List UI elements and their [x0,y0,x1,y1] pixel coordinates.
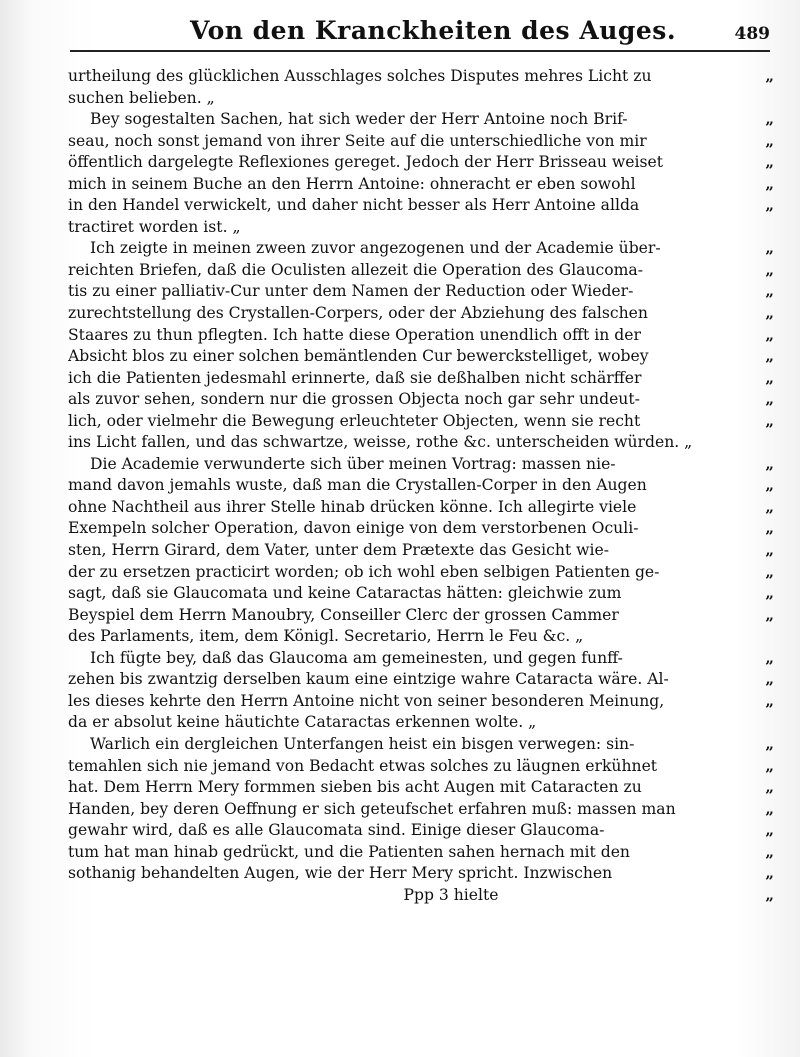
line-text: sothanig behandelten Augen, wie der Herr Mery spricht. Inzwischen [68,864,613,883]
line-text: ich die Patienten jedesmahl erinnerte, daß sie deßhalben nicht schärffer [68,368,642,387]
quote-mark: „ [765,476,774,495]
signature-line [68,885,774,907]
quote-mark: „ [765,541,774,560]
line-text: in den Handel verwickelt, und daher nicht besser als Herr Antoine allda [68,196,640,215]
text-line [68,562,774,584]
text-line [68,368,774,390]
line-text: zehen bis zwantzig derselben kaum eine eintzige wahre Cataracta wäre. Al- [68,670,669,689]
quote-mark: „ [765,756,774,775]
quote-mark: „ [765,842,774,861]
text-line [68,217,774,239]
line-text: sten, Herrn Girard, dem Vater, unter dem Prætexte das Gesicht wie- [68,541,609,560]
text-line [68,626,774,648]
quote-mark: „ [765,260,774,279]
quote-mark: „ [765,390,774,409]
text-line [68,842,774,864]
quote-mark: „ [765,497,774,516]
text-line [68,303,774,325]
text-line [68,518,774,540]
text-line [68,174,774,196]
text-line [68,583,774,605]
text-line [68,648,774,670]
text-line [68,799,774,821]
quote-mark: „ [765,670,774,689]
text-line [68,863,774,885]
line-text: Staares zu thun pflegten. Ich hatte diese Operation unendlich offt in der [68,325,641,344]
quote-mark: „ [765,584,774,603]
quote-mark: „ [765,131,774,150]
quote-mark: „ [765,885,774,904]
line-text: Ich fügte bey, daß das Glaucoma am gemeinesten, und gegen funff- [90,648,623,667]
quote-mark: „ [765,282,774,301]
text-line [68,66,774,88]
quote-mark: „ [765,325,774,344]
text-line [68,712,774,734]
line-text: Warlich ein dergleichen Unterfangen heist ein bisgen verwegen: sin- [90,734,635,753]
quote-mark: „ [765,691,774,710]
quote-mark: „ [765,605,774,624]
quote-mark: „ [765,411,774,430]
text-line [68,605,774,627]
quote-mark: „ [765,778,774,797]
line-text: öffentlich dargelegte Reflexiones gereget. Jedoch der Herr Brisseau weiset [68,153,663,172]
line-text: les dieses kehrte den Herrn Antoine nicht von seiner besonderen Meinung, [68,691,665,710]
quote-mark: „ [765,734,774,753]
line-text: tractiret worden ist. „ [68,217,241,236]
text-line [68,669,774,691]
text-line [68,691,774,713]
line-text: mich in seinem Buche an den Herrn Antoine: ohneracht er eben sowohl [68,174,636,193]
quote-mark: „ [765,174,774,193]
quote-mark: „ [765,239,774,258]
text-line [68,260,774,282]
line-text: temahlen sich nie jemand von Bedacht etwas solches zu läugnen erkühnet [68,756,658,775]
text-line [68,540,774,562]
line-text: zurechtstellung des Crystallen-Corpers, oder der Abziehung des falschen [68,304,648,323]
text-line [68,734,774,756]
quote-mark: „ [765,196,774,215]
text-line [68,109,774,131]
line-text: mand davon jemahls wuste, daß man die Crystallen-Corper in den Augen [68,476,647,495]
text-line [68,432,774,454]
line-text: sagt, daß sie Glaucomata und keine Cataractas hätten: gleichwie zum [68,584,622,603]
running-title: Von den Kranckheiten des Auges. [190,16,677,45]
line-text: suchen belieben. „ [68,88,215,107]
quote-mark: „ [765,454,774,473]
text-line [68,497,774,519]
line-text: Absicht blos zu einer solchen bemäntlenden Cur bewerckstelliget, wobey [68,347,649,366]
text-line [68,88,774,110]
line-text: da er absolut keine häutichte Cataractas erkennen wolte. „ [68,713,537,732]
quote-mark: „ [765,562,774,581]
line-text: Handen, bey deren Oeffnung er sich geteufschet erfahren muß: massen man [68,799,676,818]
text-line [68,756,774,778]
text-line [68,454,774,476]
line-text: der zu ersetzen practicirt worden; ob ich wohl eben selbigen Patienten ge- [68,562,660,581]
quote-mark: „ [765,67,774,85]
text-line [68,152,774,174]
line-text: Ppp 3 hielte [403,885,499,904]
text-line [68,820,774,842]
line-text: tis zu einer palliativ-Cur unter dem Namen der Reduction oder Wieder- [68,282,634,301]
line-text: des Parlaments, item, dem Königl. Secretario, Herrn le Feu &c. „ [68,627,584,646]
line-text: Die Academie verwunderte sich über meinen Vortrag: massen nie- [90,454,616,473]
quote-mark: „ [765,153,774,172]
text-line [68,281,774,303]
line-text: Exempeln solcher Operation, davon einige von dem verstorbenen Oculi- [68,519,639,538]
line-text: Beyspiel dem Herrn Manoubry, Conseiller Clerc der grossen Cammer [68,605,619,624]
text-line [68,238,774,260]
line-text: reichten Briefen, daß die Oculisten allezeit die Operation des Glaucoma- [68,260,643,279]
text-line [68,195,774,217]
line-text: als zuvor sehen, sondern nur die grossen Objecta noch gar sehr undeut- [68,390,640,409]
quote-mark: „ [765,864,774,883]
page-number: 489 [734,24,770,44]
line-text: gewahr wird, daß es alle Glaucomata sind. Einige dieser Glaucoma- [68,821,605,840]
line-text: tum hat man hinab gedrückt, und die Patienten sahen hernach mit den [68,842,630,861]
quote-mark: „ [765,304,774,323]
text-line [68,411,774,433]
quote-mark: „ [765,519,774,538]
quote-mark: „ [765,648,774,667]
body-text [68,66,774,906]
line-text: ins Licht fallen, und das schwartze, weisse, rothe &c. unterscheiden würden. „ [68,433,693,452]
line-text: ohne Nachtheil aus ihrer Stelle hinab drücken könne. Ich allegirte viele [68,497,637,516]
line-text: urtheilung des glücklichen Ausschlages solches Disputes mehres Licht zu [68,67,652,85]
quote-mark: „ [765,368,774,387]
text-line [68,346,774,368]
line-text: Bey sogestalten Sachen, hat sich weder der Herr Antoine noch Brif- [90,110,628,129]
text-line [68,325,774,347]
line-text: hat. Dem Herrn Mery formmen sieben bis acht Augen mit Cataracten zu [68,778,642,797]
header-rule [70,50,770,52]
text-line [68,389,774,411]
line-text: lich, oder vielmehr die Bewegung erleuchteter Objecten, wenn sie recht [68,411,641,430]
quote-mark: „ [765,821,774,840]
text-line [68,131,774,153]
text-line [68,475,774,497]
quote-mark: „ [765,799,774,818]
quote-mark: „ [765,347,774,366]
line-text: Ich zeigte in meinen zween zuvor angezogenen und der Academie über- [90,239,661,258]
page-header [70,10,770,50]
line-text: seau, noch sonst jemand von ihrer Seite auf die unterschiedliche von mir [68,131,647,150]
quote-mark: „ [765,110,774,129]
text-line [68,777,774,799]
